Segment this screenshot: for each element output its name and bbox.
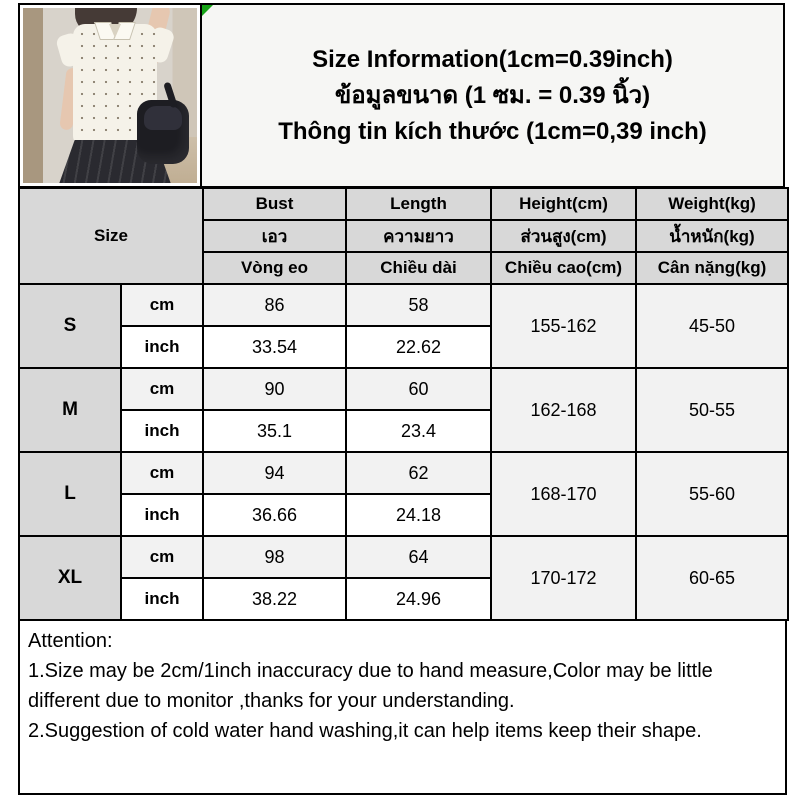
- cell-xl-height: 170-172: [491, 536, 636, 620]
- cell-m-bust-inch: 35.1: [203, 410, 346, 452]
- col-header-length-th: ความยาว: [346, 220, 491, 252]
- cell-s-bust-cm: 86: [203, 284, 346, 326]
- attention-note-2: 2.Suggestion of cold water hand washing,it can help items keep their shape.: [28, 720, 702, 742]
- row-s-cm: [19, 284, 788, 326]
- cell-m-length-cm: 60: [346, 368, 491, 410]
- title-thai: ข้อมูลขนาด (1 ซม. = 0.39 นิ้ว): [334, 81, 651, 109]
- top-row: [18, 3, 785, 188]
- unit-label-inch: inch: [121, 410, 203, 452]
- product-photo: [23, 8, 197, 183]
- col-header-weight-th: น้ำหนัก(kg): [636, 220, 788, 252]
- backpack: [137, 100, 189, 164]
- attention-note-1: 1.Size may be 2cm/1inch inaccuracy due to hand measure,Color may be little different due to monitor ,thanks for your understanding.: [28, 660, 713, 712]
- cell-l-bust-inch: 36.66: [203, 494, 346, 536]
- col-header-bust-vi: Vòng eo: [203, 252, 346, 284]
- col-header-height-en: Height(cm): [491, 188, 636, 220]
- unit-label-cm: cm: [121, 368, 203, 410]
- size-label-l: L: [19, 452, 121, 536]
- col-header-length-vi: Chiều dài: [346, 252, 491, 284]
- cell-l-length-inch: 24.18: [346, 494, 491, 536]
- title-english: Size Information(1cm=0.39inch): [312, 45, 673, 73]
- cell-s-bust-inch: 33.54: [203, 326, 346, 368]
- cell-l-length-cm: 62: [346, 452, 491, 494]
- cell-xl-length-inch: 24.96: [346, 578, 491, 620]
- cell-xl-bust-inch: 38.22: [203, 578, 346, 620]
- title-vietnamese: Thông tin kích thước (1cm=0,39 inch): [278, 117, 707, 145]
- col-header-weight-vi: Cân nặng(kg): [636, 252, 788, 284]
- cell-comment-triangle-icon: [202, 5, 213, 16]
- backpack-flap: [144, 106, 182, 130]
- size-table: [18, 187, 789, 621]
- cell-m-weight: 50-55: [636, 368, 788, 452]
- unit-label-cm: cm: [121, 452, 203, 494]
- size-label-s: S: [19, 284, 121, 368]
- size-corner-label: Size: [19, 188, 203, 284]
- unit-label-inch: inch: [121, 494, 203, 536]
- cell-m-bust-cm: 90: [203, 368, 346, 410]
- col-header-bust-th: เอว: [203, 220, 346, 252]
- product-photo-cell: [18, 3, 202, 188]
- backpack-strap: [163, 82, 178, 109]
- row-m-cm: [19, 368, 788, 410]
- col-header-height-vi: Chiều cao(cm): [491, 252, 636, 284]
- attention-heading: Attention:: [28, 630, 113, 652]
- unit-label-cm: cm: [121, 284, 203, 326]
- header-row-english: [19, 188, 788, 220]
- unit-label-inch: inch: [121, 578, 203, 620]
- size-info-title-cell: [200, 3, 785, 188]
- cell-l-bust-cm: 94: [203, 452, 346, 494]
- cell-m-length-inch: 23.4: [346, 410, 491, 452]
- row-l-cm: [19, 452, 788, 494]
- cell-s-height: 155-162: [491, 284, 636, 368]
- cell-l-height: 168-170: [491, 452, 636, 536]
- cell-s-length-inch: 22.62: [346, 326, 491, 368]
- attention-notes: [18, 619, 787, 795]
- col-header-length-en: Length: [346, 188, 491, 220]
- cell-xl-length-cm: 64: [346, 536, 491, 578]
- cell-s-length-cm: 58: [346, 284, 491, 326]
- unit-label-inch: inch: [121, 326, 203, 368]
- row-xl-cm: [19, 536, 788, 578]
- size-label-xl: XL: [19, 536, 121, 620]
- size-label-m: M: [19, 368, 121, 452]
- cell-xl-bust-cm: 98: [203, 536, 346, 578]
- cell-m-height: 162-168: [491, 368, 636, 452]
- cell-s-weight: 45-50: [636, 284, 788, 368]
- cell-l-weight: 55-60: [636, 452, 788, 536]
- cell-xl-weight: 60-65: [636, 536, 788, 620]
- col-header-bust-en: Bust: [203, 188, 346, 220]
- unit-label-cm: cm: [121, 536, 203, 578]
- col-header-height-th: ส่วนสูง(cm): [491, 220, 636, 252]
- col-header-weight-en: Weight(kg): [636, 188, 788, 220]
